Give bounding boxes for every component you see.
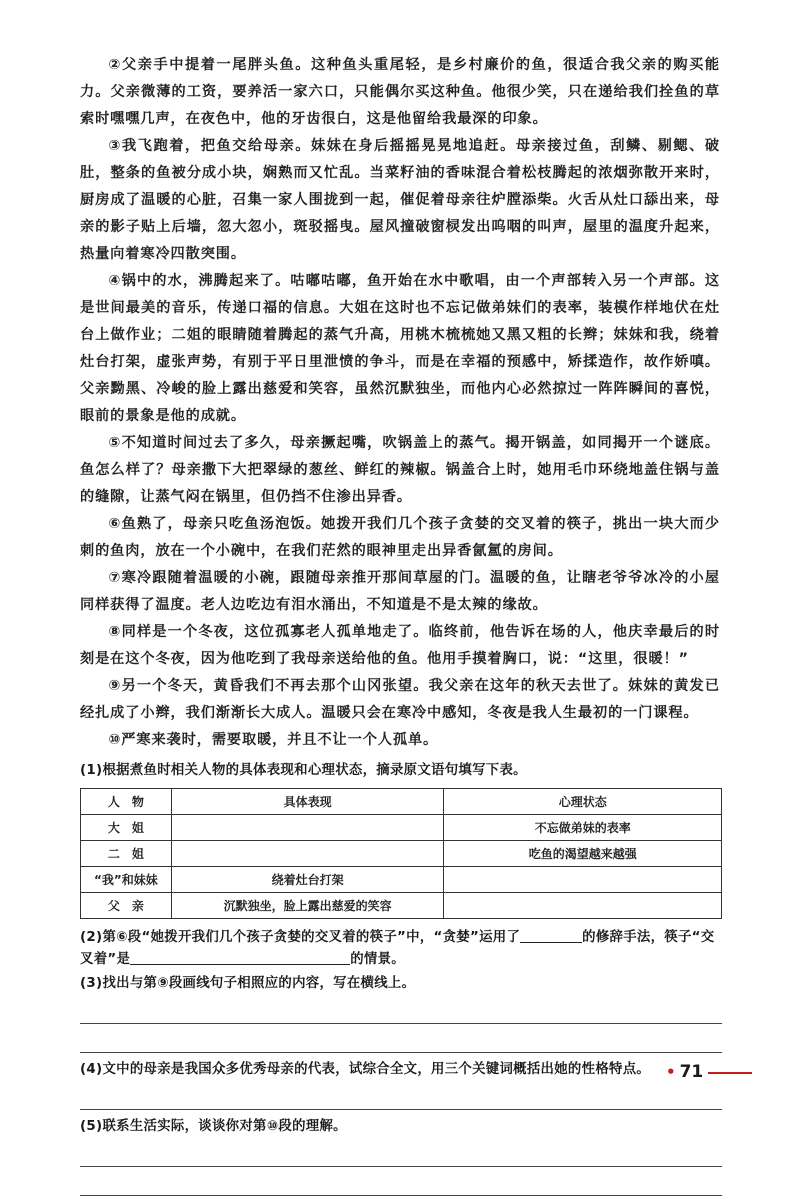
decorative-red-line bbox=[708, 1072, 752, 1074]
paragraph-8: ⑧同样是一个冬夜，这位孤寡老人孤单地走了。临终前，他告诉在场的人，他庆幸最后的时刻是在这个冬夜，因为他吃到了我母亲送给他的鱼。他用手摸着胸口，说：“这里，很暖！” bbox=[80, 624, 720, 667]
paragraph-3: ③我飞跑着，把鱼交给母亲。妹妹在身后摇摇晃晃地追赶。母亲接过鱼，刮鳞、剔鳃、破肚，整条的鱼被分成小块，娴熟而又忙乱。当菜籽油的香味混合着松枝腾起的浓烟弥散开来时，厨房成了温暖的心脏，召集一家人围拢到一起，催促着母亲往炉膛添柴。火舌从灶口舔出来，母亲的影子贴上后墙，忽大忽小，斑驳摇曳。屋风撞破窗棂发出呜咽的叫声，屋里的温度升起来，热量向着寒冷四散突围。 bbox=[80, 138, 720, 262]
question-5: (5)联系生活实际，谈谈你对第⑩段的理解。 bbox=[80, 1119, 347, 1134]
table-cell-behavior: 绕着灶台打架 bbox=[171, 867, 444, 893]
table-cell-mental-state: 吃鱼的渴望越来越强 bbox=[444, 841, 722, 867]
table-cell-behavior[interactable] bbox=[171, 815, 444, 841]
table-header: 人 物 bbox=[81, 789, 172, 815]
paragraph-10: ⑩严寒来袭时，需要取暖，并且不让一个人孤单。 bbox=[108, 732, 439, 748]
table-header: 具体表现 bbox=[171, 789, 444, 815]
table-row bbox=[81, 893, 722, 919]
table-cell-behavior[interactable] bbox=[171, 841, 444, 867]
answer-blank[interactable] bbox=[520, 928, 582, 943]
question-4: (4)文中的母亲是我国众多优秀母亲的代表，试综合全文，用三个关键词概括出她的性格特点。 bbox=[80, 1062, 651, 1077]
page-content bbox=[80, 52, 720, 1196]
question-2-text: (2)第⑥段“她拨开我们几个孩子贪婪的交叉着的筷子”中，“贪婪”运用了 bbox=[80, 930, 521, 945]
question-2-text: 的情景。 bbox=[350, 952, 405, 967]
table-cell-person: 二 姐 bbox=[81, 841, 172, 867]
question-2-text: 叉着”是 bbox=[80, 952, 131, 967]
table-cell-person: 父 亲 bbox=[81, 893, 172, 919]
table-row bbox=[81, 815, 722, 841]
question-2 bbox=[80, 927, 720, 971]
question-3: (3)找出与第⑨段画线句子相照应的内容，写在横线上。 bbox=[80, 976, 416, 991]
table-cell-mental-state: 不忘做弟妹的表率 bbox=[444, 815, 722, 841]
answer-line[interactable] bbox=[80, 1081, 722, 1110]
paragraph-6: ⑥鱼熟了，母亲只吃鱼汤泡饭。她拨开我们几个孩子贪婪的交叉着的筷子，挑出一块大而少刺的鱼肉，放在一个小碗中，在我们茫然的眼神里走出异香氤氲的房间。 bbox=[80, 516, 720, 559]
paragraph-4: ④锅中的水，沸腾起来了。咕嘟咕嘟，鱼开始在水中歌唱，由一个声部转入另一个声部。这是世间最美的音乐，传递口福的信息。大姐在这时也不忘记做弟妹们的表率，装模作样地伏在灶台上做作业；二姐的眼睛随着腾起的蒸气升高，用桃木梳梳她又黑又粗的长辫；妹妹和我，绕着灶台打架，虚张声势，有别于平日里泄愤的争斗，而是在幸福的预感中，矫揉造作，故作娇嗔。父亲黝黑、冷峻的脸上露出慈爱和笑容，虽然沉默独坐，而他内心必然掠过一阵阵瞬间的喜悦，眼前的景象是他的成就。 bbox=[80, 273, 720, 424]
table-header: 心理状态 bbox=[444, 789, 722, 815]
paragraph-5: ⑤不知道时间过去了多久，母亲撅起嘴，吹锅盖上的蒸气。揭开锅盖，如同揭开一个谜底。鱼怎么样了？母亲撒下大把翠绿的葱丝、鲜红的辣椒。锅盖合上时，她用毛巾环绕地盖住锅与盖的缝隙，让蒸气闷在锅里，但仍挡不住渗出异香。 bbox=[80, 435, 720, 505]
table-row bbox=[81, 867, 722, 893]
reading-passage bbox=[80, 52, 720, 754]
question-1: (1)根据煮鱼时相关人物的具体表现和心理状态，摘录原文语句填写下表。 bbox=[80, 763, 527, 778]
table-cell-person: “我”和妹妹 bbox=[81, 867, 172, 893]
table-header-row bbox=[81, 789, 722, 815]
answer-table bbox=[80, 788, 722, 919]
paragraph-9: ⑨另一个冬天，黄昏我们不再去那个山冈张望。我父亲在这年的秋天去世了。妹妹的黄发已经扎成了小辫，我们渐渐长大成人。温暖只会在寒冷中感知，冬夜是我人生最初的一门课程。 bbox=[80, 678, 720, 721]
table-cell-person: 大 姐 bbox=[81, 815, 172, 841]
answer-line[interactable] bbox=[80, 1167, 722, 1196]
page-number bbox=[666, 1062, 703, 1082]
question-2-text: 的修辞手法，筷子“交 bbox=[582, 930, 715, 945]
table-cell-mental-state[interactable] bbox=[444, 893, 722, 919]
table-cell-behavior: 沉默独坐，脸上露出慈爱的笑容 bbox=[171, 893, 444, 919]
page-number-text: 71 bbox=[679, 1062, 704, 1082]
answer-line[interactable] bbox=[80, 1138, 722, 1167]
paragraph-7: ⑦寒冷跟随着温暖的小碗，跟随母亲推开那间草屋的门。温暖的鱼，让瞎老爷爷冰冷的小屋同样获得了温度。老人边吃边有泪水涌出，不知道是不是太辣的缘故。 bbox=[80, 570, 720, 613]
table-cell-mental-state[interactable] bbox=[444, 867, 722, 893]
answer-line[interactable] bbox=[80, 995, 722, 1024]
bullet-dot-icon: • bbox=[666, 1063, 676, 1081]
answer-line[interactable] bbox=[80, 1024, 722, 1053]
table-row bbox=[81, 841, 722, 867]
answer-blank[interactable] bbox=[130, 950, 350, 965]
paragraph-2: ②父亲手中提着一尾胖头鱼。这种鱼头重尾轻，是乡村廉价的鱼，很适合我父亲的购买能力。父亲微薄的工资，要养活一家六口，只能偶尔买这种鱼。他很少笑，只在递给我们拴鱼的草索时嘿嘿几声，在夜色中，他的牙齿很白，这是他留给我最深的印象。 bbox=[80, 57, 720, 127]
